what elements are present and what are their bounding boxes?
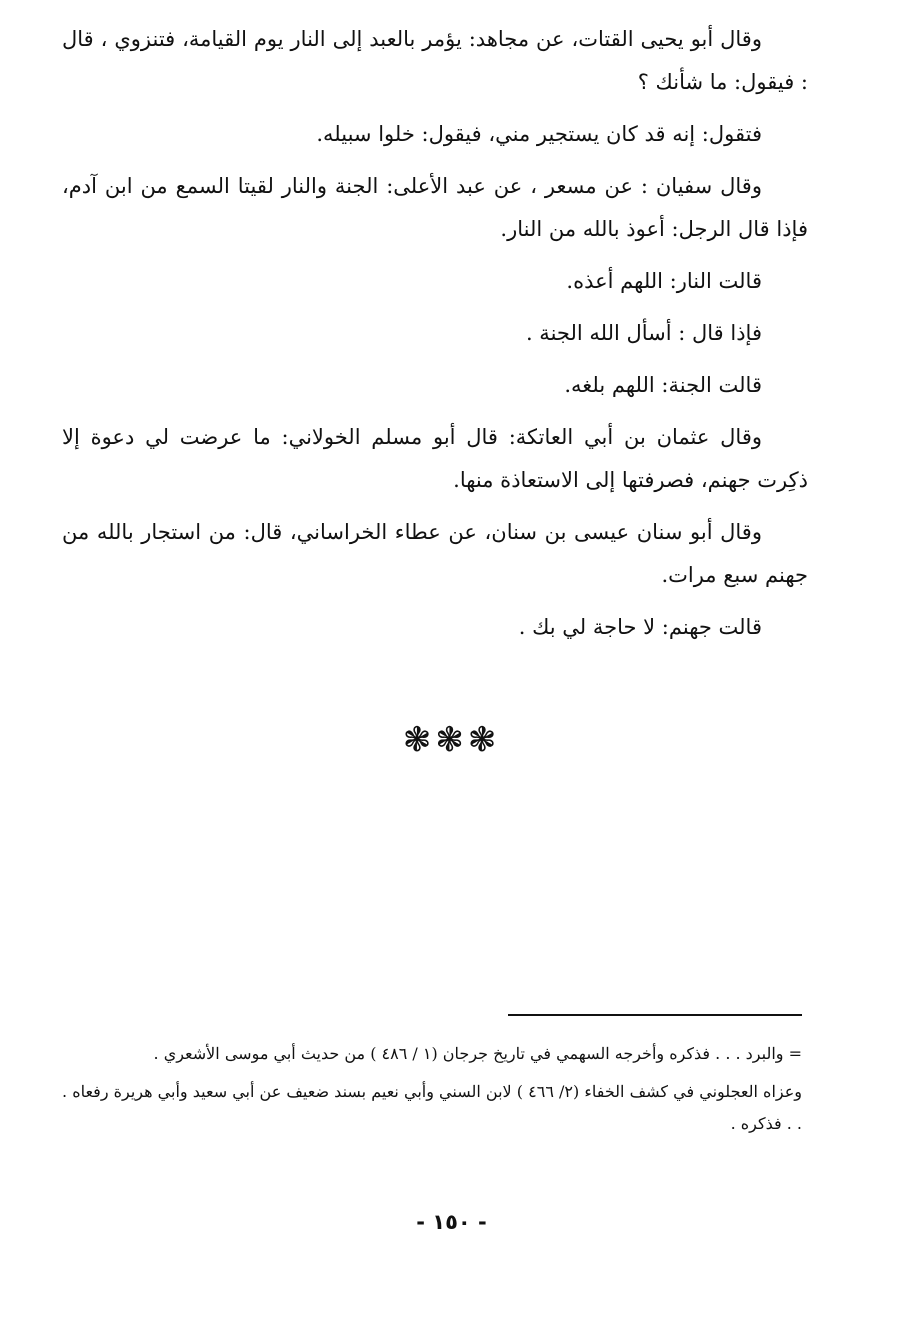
paragraph: قالت النار: اللهم أعذه. <box>566 269 762 293</box>
footnote-rule <box>508 1014 802 1016</box>
paragraph: وقال عثمان بن أبي العاتكة: قال أبو مسلم الخولاني: ما عرضت لي دعوة إلا ذكِرت جهنم، فصرفتها إلى الاستعاذة منها. <box>62 425 808 492</box>
paragraph: وقال أبو يحيى القتات، عن مجاهد: يؤمر بالعبد إلى النار يوم القيامة، فتنزوي ، قال : فيقول: ما شأنك ؟ <box>62 27 808 94</box>
footnote: = والبرد . . . فذكره وأخرجه السهمي في تاريخ جرجان (١ / ٤٨٦ ) من حديث أبي موسى الأشعري . <box>153 1044 802 1063</box>
footnotes <box>62 1038 802 1146</box>
page-number: - ١٥٠ - <box>416 1210 487 1234</box>
footnote: وعزاه العجلوني في كشف الخفاء (٢/ ٤٦٦ ) لابن السني وأبي نعيم بسند ضعيف عن أبي سعيد وأبي هريرة رفعاه . . . فذكره . <box>62 1082 802 1133</box>
paragraph: فإذا قال : أسأل الله الجنة . <box>525 321 762 345</box>
paragraph: وقال سفيان : عن مسعر ، عن عبد الأعلى: الجنة والنار لقيتا السمع من ابن آدم، فإذا قال الرجل: أعوذ بالله من النار. <box>62 174 808 241</box>
paragraph: قالت جهنم: لا حاجة لي بك . <box>518 615 762 639</box>
paragraph: فتقول: إنه قد كان يستجير مني، فيقول: خلوا سبيله. <box>316 122 762 146</box>
paragraph: قالت الجنة: اللهم بلغه. <box>564 373 762 397</box>
main-text <box>62 18 808 658</box>
paragraph: وقال أبو سنان عيسى بن سنان، عن عطاء الخراساني، قال: من استجار بالله من جهنم سبع مرات. <box>62 520 808 587</box>
section-separator: ❃❃❃ <box>402 720 501 760</box>
